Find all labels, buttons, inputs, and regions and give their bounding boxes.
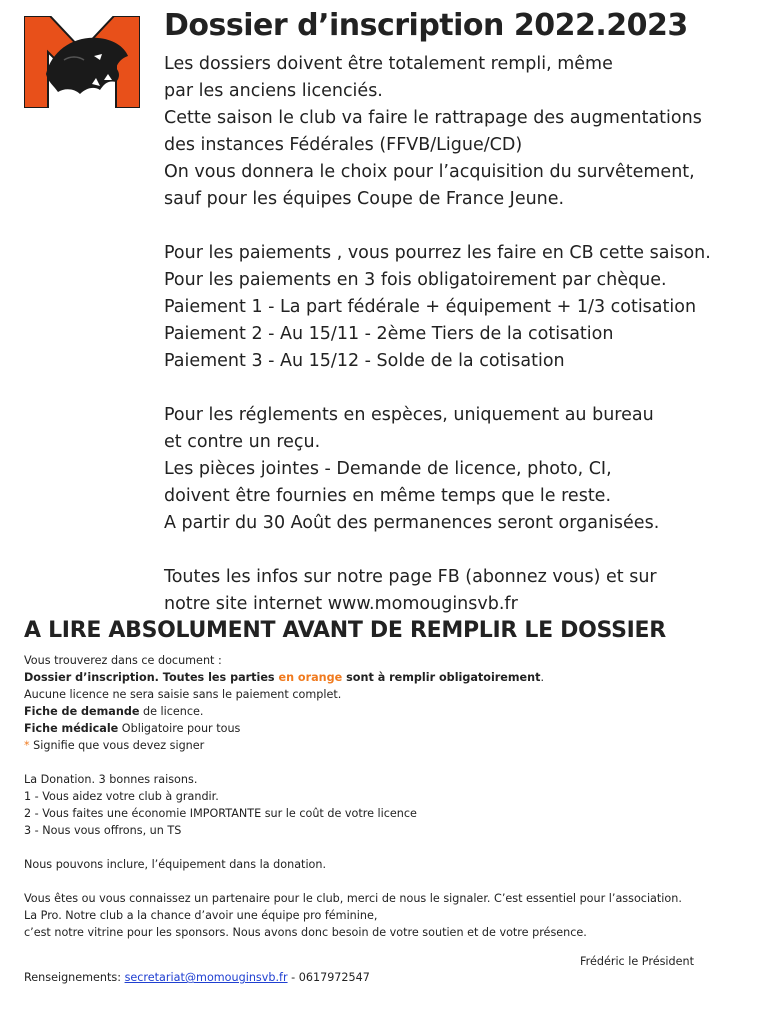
asterisk-line bbox=[24, 737, 764, 754]
dossier-text: sont à remplir obligatoirement bbox=[342, 671, 541, 684]
fiche-demande-label: Fiche de demande bbox=[24, 705, 140, 718]
details-line: Vous êtes ou vous connaissez un partenaire pour le club, merci de nous le signaler. C’est essentiel pour l’association. bbox=[24, 892, 682, 905]
details-line: Aucune licence ne sera saisie sans le paiement complet. bbox=[24, 688, 342, 701]
page-title: Dossier d’inscription 2022.2023 bbox=[164, 8, 688, 43]
fiche-medicale-text: Obligatoire pour tous bbox=[118, 722, 241, 735]
fiche-demande-text: de licence. bbox=[139, 705, 204, 718]
dossier-end: . bbox=[540, 671, 545, 684]
intro-line: sauf pour les équipes Coupe de France Jeune. bbox=[164, 189, 565, 209]
spacer bbox=[24, 839, 764, 856]
intro-line: par les anciens licenciés. bbox=[164, 81, 383, 101]
spacer bbox=[164, 375, 764, 402]
contact-label: Renseignements: bbox=[24, 971, 125, 984]
spacer bbox=[164, 213, 764, 240]
fiche-medicale-label: Fiche médicale bbox=[24, 722, 119, 735]
details-section bbox=[24, 652, 764, 941]
intro-line: doivent être fournies en même temps que le reste. bbox=[164, 486, 612, 506]
warning-heading: A LIRE ABSOLUMENT AVANT DE REMPLIR LE DOSSIER bbox=[24, 618, 666, 643]
details-line: 2 - Vous faites une économie IMPORTANTE sur le coût de votre licence bbox=[24, 807, 417, 820]
intro-line: Paiement 3 - Au 15/12 - Solde de la cotisation bbox=[164, 351, 565, 371]
intro-line: Pour les paiements en 3 fois obligatoirement par chèque. bbox=[164, 270, 667, 290]
details-line: Nous pouvons inclure, l’équipement dans la donation. bbox=[24, 858, 327, 871]
spacer bbox=[164, 537, 764, 564]
email-link[interactable]: secretariat@momouginsvb.fr bbox=[124, 971, 288, 984]
intro-line: des instances Fédérales (FFVB/Ligue/CD) bbox=[164, 135, 523, 155]
details-line: Vous trouverez dans ce document : bbox=[24, 654, 222, 667]
dossier-text: Dossier d’inscription. Toutes les parties bbox=[24, 671, 279, 684]
intro-line: Toutes les infos sur notre page FB (abonnez vous) et sur bbox=[164, 567, 657, 587]
dossier-line bbox=[24, 669, 764, 686]
signature: Frédéric le Président bbox=[580, 955, 694, 968]
intro-text bbox=[164, 51, 764, 618]
contact-separator: - bbox=[287, 971, 299, 984]
asterisk-text: Signifie que vous devez signer bbox=[29, 739, 205, 752]
spacer bbox=[24, 754, 764, 771]
intro-line: Pour les paiements , vous pourrez les faire en CB cette saison. bbox=[164, 243, 711, 263]
fiche-medicale-line bbox=[24, 720, 764, 737]
spacer bbox=[24, 873, 764, 890]
intro-line: Les pièces jointes - Demande de licence, photo, CI, bbox=[164, 459, 612, 479]
contact-line bbox=[24, 971, 370, 984]
asterisk-mark: * bbox=[24, 739, 30, 752]
details-line: La Pro. Notre club a la chance d’avoir une équipe pro féminine, bbox=[24, 909, 378, 922]
fiche-demande-line bbox=[24, 703, 764, 720]
intro-line: notre site internet www.momouginsvb.fr bbox=[164, 594, 518, 614]
orange-highlight: en orange bbox=[278, 671, 343, 684]
details-line: La Donation. 3 bonnes raisons. bbox=[24, 773, 198, 786]
details-line: 1 - Vous aidez votre club à grandir. bbox=[24, 790, 219, 803]
intro-line: et contre un reçu. bbox=[164, 432, 321, 452]
panther-m-logo-icon bbox=[24, 16, 140, 108]
intro-line: Les dossiers doivent être totalement rempli, même bbox=[164, 54, 613, 74]
intro-line: Paiement 2 - Au 15/11 - 2ème Tiers de la cotisation bbox=[164, 324, 614, 344]
intro-line: On vous donnera le choix pour l’acquisition du survêtement, bbox=[164, 162, 695, 182]
intro-line: Cette saison le club va faire le rattrapage des augmentations bbox=[164, 108, 702, 128]
intro-line: Pour les réglements en espèces, uniquement au bureau bbox=[164, 405, 654, 425]
details-line: 3 - Nous vous offrons, un TS bbox=[24, 824, 182, 837]
intro-line: A partir du 30 Août des permanences seront organisées. bbox=[164, 513, 660, 533]
intro-line: Paiement 1 - La part fédérale + équipement + 1/3 cotisation bbox=[164, 297, 697, 317]
details-line: c’est notre vitrine pour les sponsors. Nous avons donc besoin de votre soutien et de votre présence. bbox=[24, 926, 587, 939]
phone-number: 0617972547 bbox=[298, 971, 370, 984]
